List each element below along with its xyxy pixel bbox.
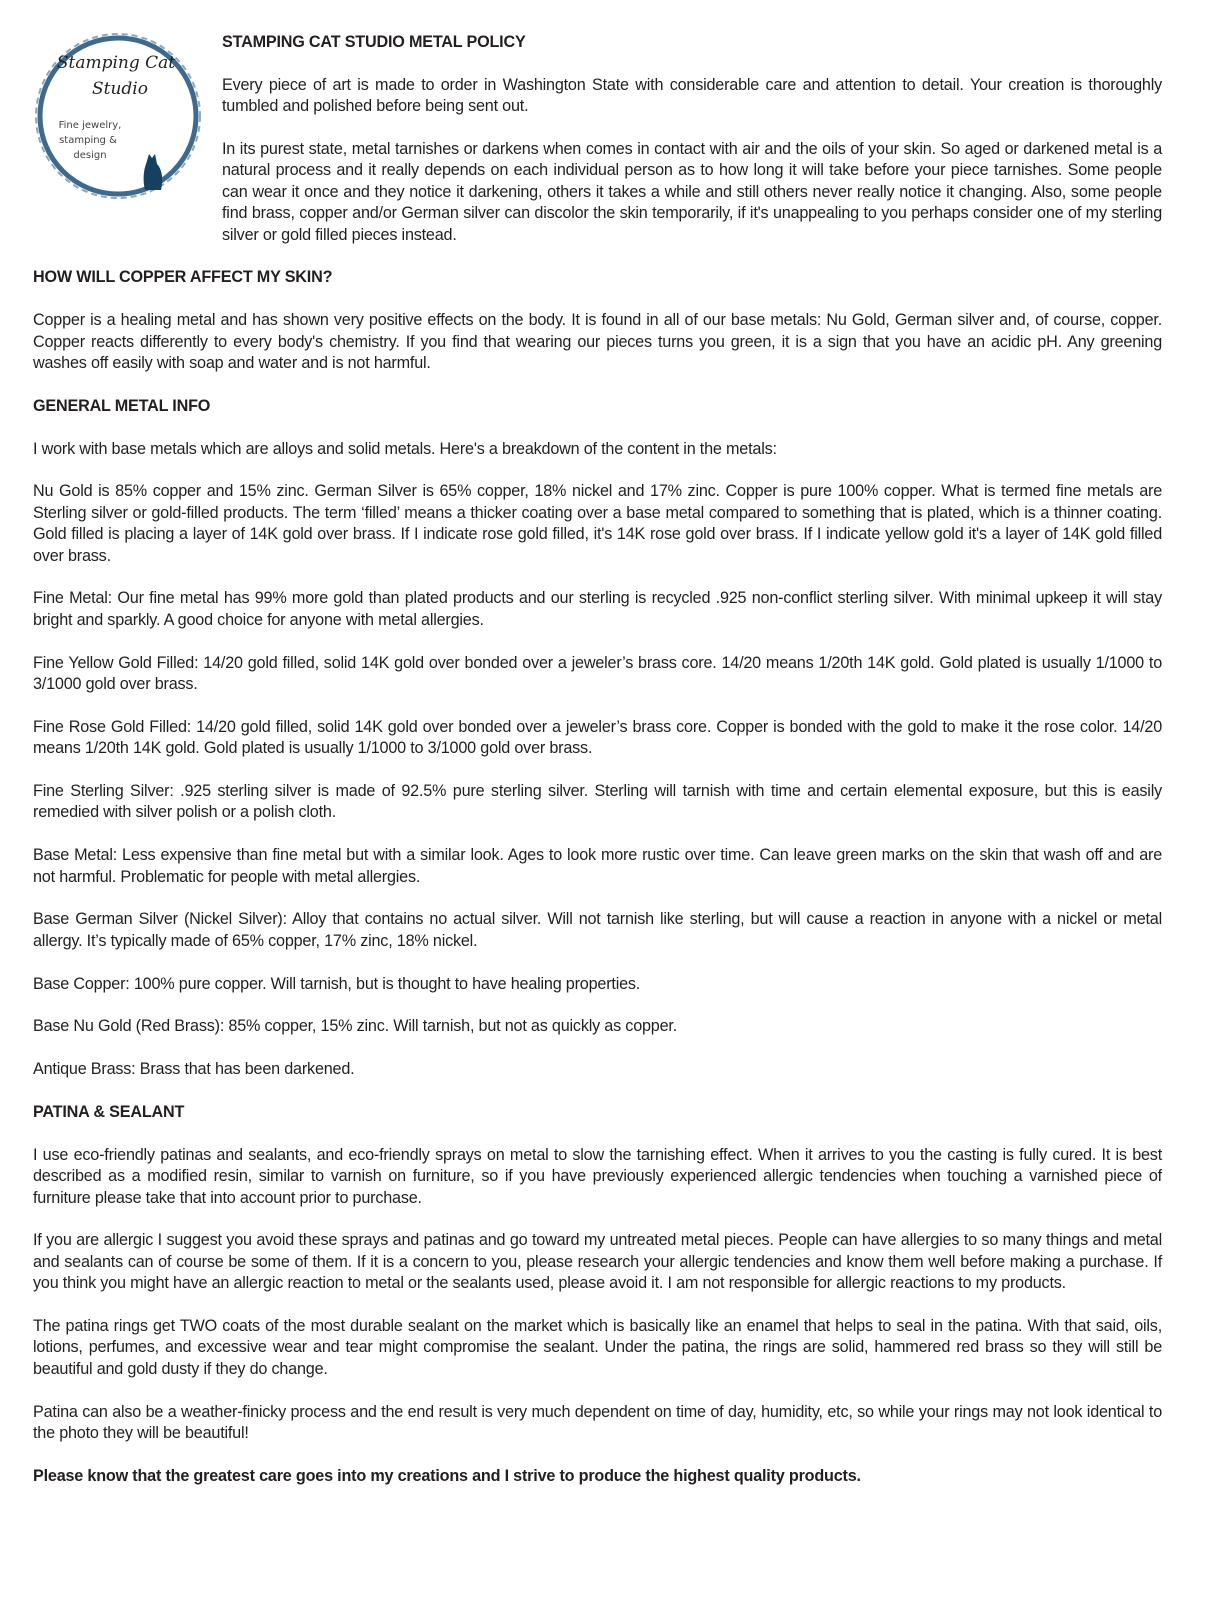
paragraph: I use eco-friendly patinas and sealants, and eco-friendly sprays on metal to slow the tarnishing effect. When it arrives to you the casting is fully cured. It is best described as a modified resin, similar to varnish on furniture, so if you have previously experienced allergic tendencies when touching a varnished piece of furniture please take that into account prior to purchase.: [33, 1145, 1162, 1207]
logo-graphic: [28, 24, 208, 204]
section-heading-general-metal-info: GENERAL METAL INFO: [33, 396, 211, 415]
paragraph: If you are allergic I suggest you avoid these sprays and patinas and go toward my untreated metal pieces. People can have allergies to so many things and metal and sealants can of course be some of them. If it is a concern to you, please research your allergic tendencies and know them well before making a purchase. If you think you might have an allergic reaction to metal or the sealants used, please avoid it. I am not responsible for allergic reactions to my products.: [33, 1231, 1162, 1293]
policy-body: [33, 267, 1162, 1487]
svg-text:stamping &: stamping &: [59, 135, 117, 146]
paragraph: Fine Yellow Gold Filled: 14/20 gold filled, solid 14K gold over bonded over a jeweler’s brass core. 14/20 means 1/20th 14K gold. Gold plated is usually 1/1000 to 3/1000 gold over brass.: [33, 653, 1162, 694]
paragraph: I work with base metals which are alloys and solid metals. Here's a breakdown of the content in the metals:: [33, 439, 777, 458]
svg-text:Studio: Studio: [92, 79, 148, 99]
svg-text:design: design: [73, 150, 107, 161]
paragraph: Patina can also be a weather-finicky process and the end result is very much dependent on time of day, humidity, etc, so while your rings may not look identical to the photo they will be beautiful!: [33, 1402, 1162, 1443]
paragraph: Fine Sterling Silver: .925 sterling silver is made of 92.5% pure sterling silver. Sterling will tarnish with time and certain elemental exposure, but this is easily remedied with silver polish or a polish cloth.: [33, 782, 1162, 822]
intro-block: [222, 32, 1162, 246]
paragraph: Base German Silver (Nickel Silver): Alloy that contains no actual silver. Will not tarnish like sterling, but will cause a reaction in anyone with a nickel or metal allergy. It’s typically made of 65% copper, 17% zinc, 18% nickel.: [33, 910, 1162, 950]
paragraph: Base Copper: 100% pure copper. Will tarnish, but is thought to have healing properties.: [33, 974, 641, 993]
paragraph: Antique Brass: Brass that has been darkened.: [33, 1060, 355, 1079]
paragraph: Fine Rose Gold Filled: 14/20 gold filled, solid 14K gold over bonded over a jeweler’s brass core. Copper is bonded with the gold to make it the rose color. 14/20 means 1/20th 14K gold. Gold plated is usually 1/1000 to 3/1000 gold over brass.: [33, 717, 1162, 758]
cat-silhouette-icon: [144, 154, 163, 190]
svg-text:Fine jewelry,: Fine jewelry,: [58, 120, 122, 131]
svg-text:Stamping Cat: Stamping Cat: [56, 53, 176, 73]
section-heading-copper: HOW WILL COPPER AFFECT MY SKIN?: [33, 268, 333, 287]
closing-statement: Please know that the greatest care goes into my creations and I strive to produce the highest quality products.: [33, 1466, 861, 1485]
paragraph: Fine Metal: Our fine metal has 99% more gold than plated products and our sterling is recycled .925 non-conflict sterling silver. With minimal upkeep it will stay bright and sparkly. A good choice for anyone with metal allergies.: [33, 589, 1162, 629]
paragraph: Nu Gold is 85% copper and 15% zinc. German Silver is 65% copper, 18% nickel and 17% zinc. Copper is pure 100% copper. What is termed fine metals are Sterling silver or gold-filled products. The term ‘filled’ means a thicker coating over a base metal compared to something that is plated, which is a thinner coating. Gold filled is placing a layer of 14K gold over brass. If I indicate rose gold filled, it's 14K rose gold over brass. If I indicate yellow gold it's a layer of 14K gold filled over brass.: [33, 482, 1162, 565]
section-heading-patina-sealant: PATINA & SEALANT: [33, 1103, 185, 1122]
paragraph: Base Nu Gold (Red Brass): 85% copper, 15% zinc. Will tarnish, but not as quickly as copper.: [33, 1017, 678, 1036]
paragraph: Base Metal: Less expensive than fine metal but with a similar look. Ages to look more rustic over time. Can leave green marks on the skin that wash off and are not harmful. Problematic for people with metal allergies.: [33, 846, 1162, 886]
paragraph: The patina rings get TWO coats of the most durable sealant on the market which is basically like an enamel that helps to seal in the patina. With that said, oils, lotions, perfumes, and excessive wear and tear might compromise the sealant. Under the patina, the rings are solid, hammered red brass so they will still be beautiful and gold dusty if they do change.: [33, 1317, 1162, 1378]
paragraph: Copper is a healing metal and has shown very positive effects on the body. It is found in all of our base metals: Nu Gold, German silver and, of course, copper. Copper reacts differently to every body's chemistry. If you find that wearing our pieces turns you green, it is a sign that you have an acidic pH. Any greening washes off easily with soap and water and is not harmful.: [33, 311, 1162, 373]
intro-paragraph: Every piece of art is made to order in Washington State with considerable care and attention to detail. Your creation is thoroughly tumbled and polished before being sent out.: [222, 75, 1162, 116]
page-title: STAMPING CAT STUDIO METAL POLICY: [222, 33, 526, 51]
intro-paragraph: In its purest state, metal tarnishes or darkens when comes in contact with air and the oils of your skin. So aged or darkened metal is a natural process and it really depends on each individual person as to how long it will take before your piece tarnishes. Some people can wear it once and they notice it darkening, others it takes a while and still others never really notice it changing. Also, some people find brass, copper and/or German silver can discolor the skin temporarily, if it's unappealing to you perhaps consider one of my sterling silver or gold filled pieces instead.: [222, 140, 1162, 244]
studio-logo: [28, 24, 208, 204]
